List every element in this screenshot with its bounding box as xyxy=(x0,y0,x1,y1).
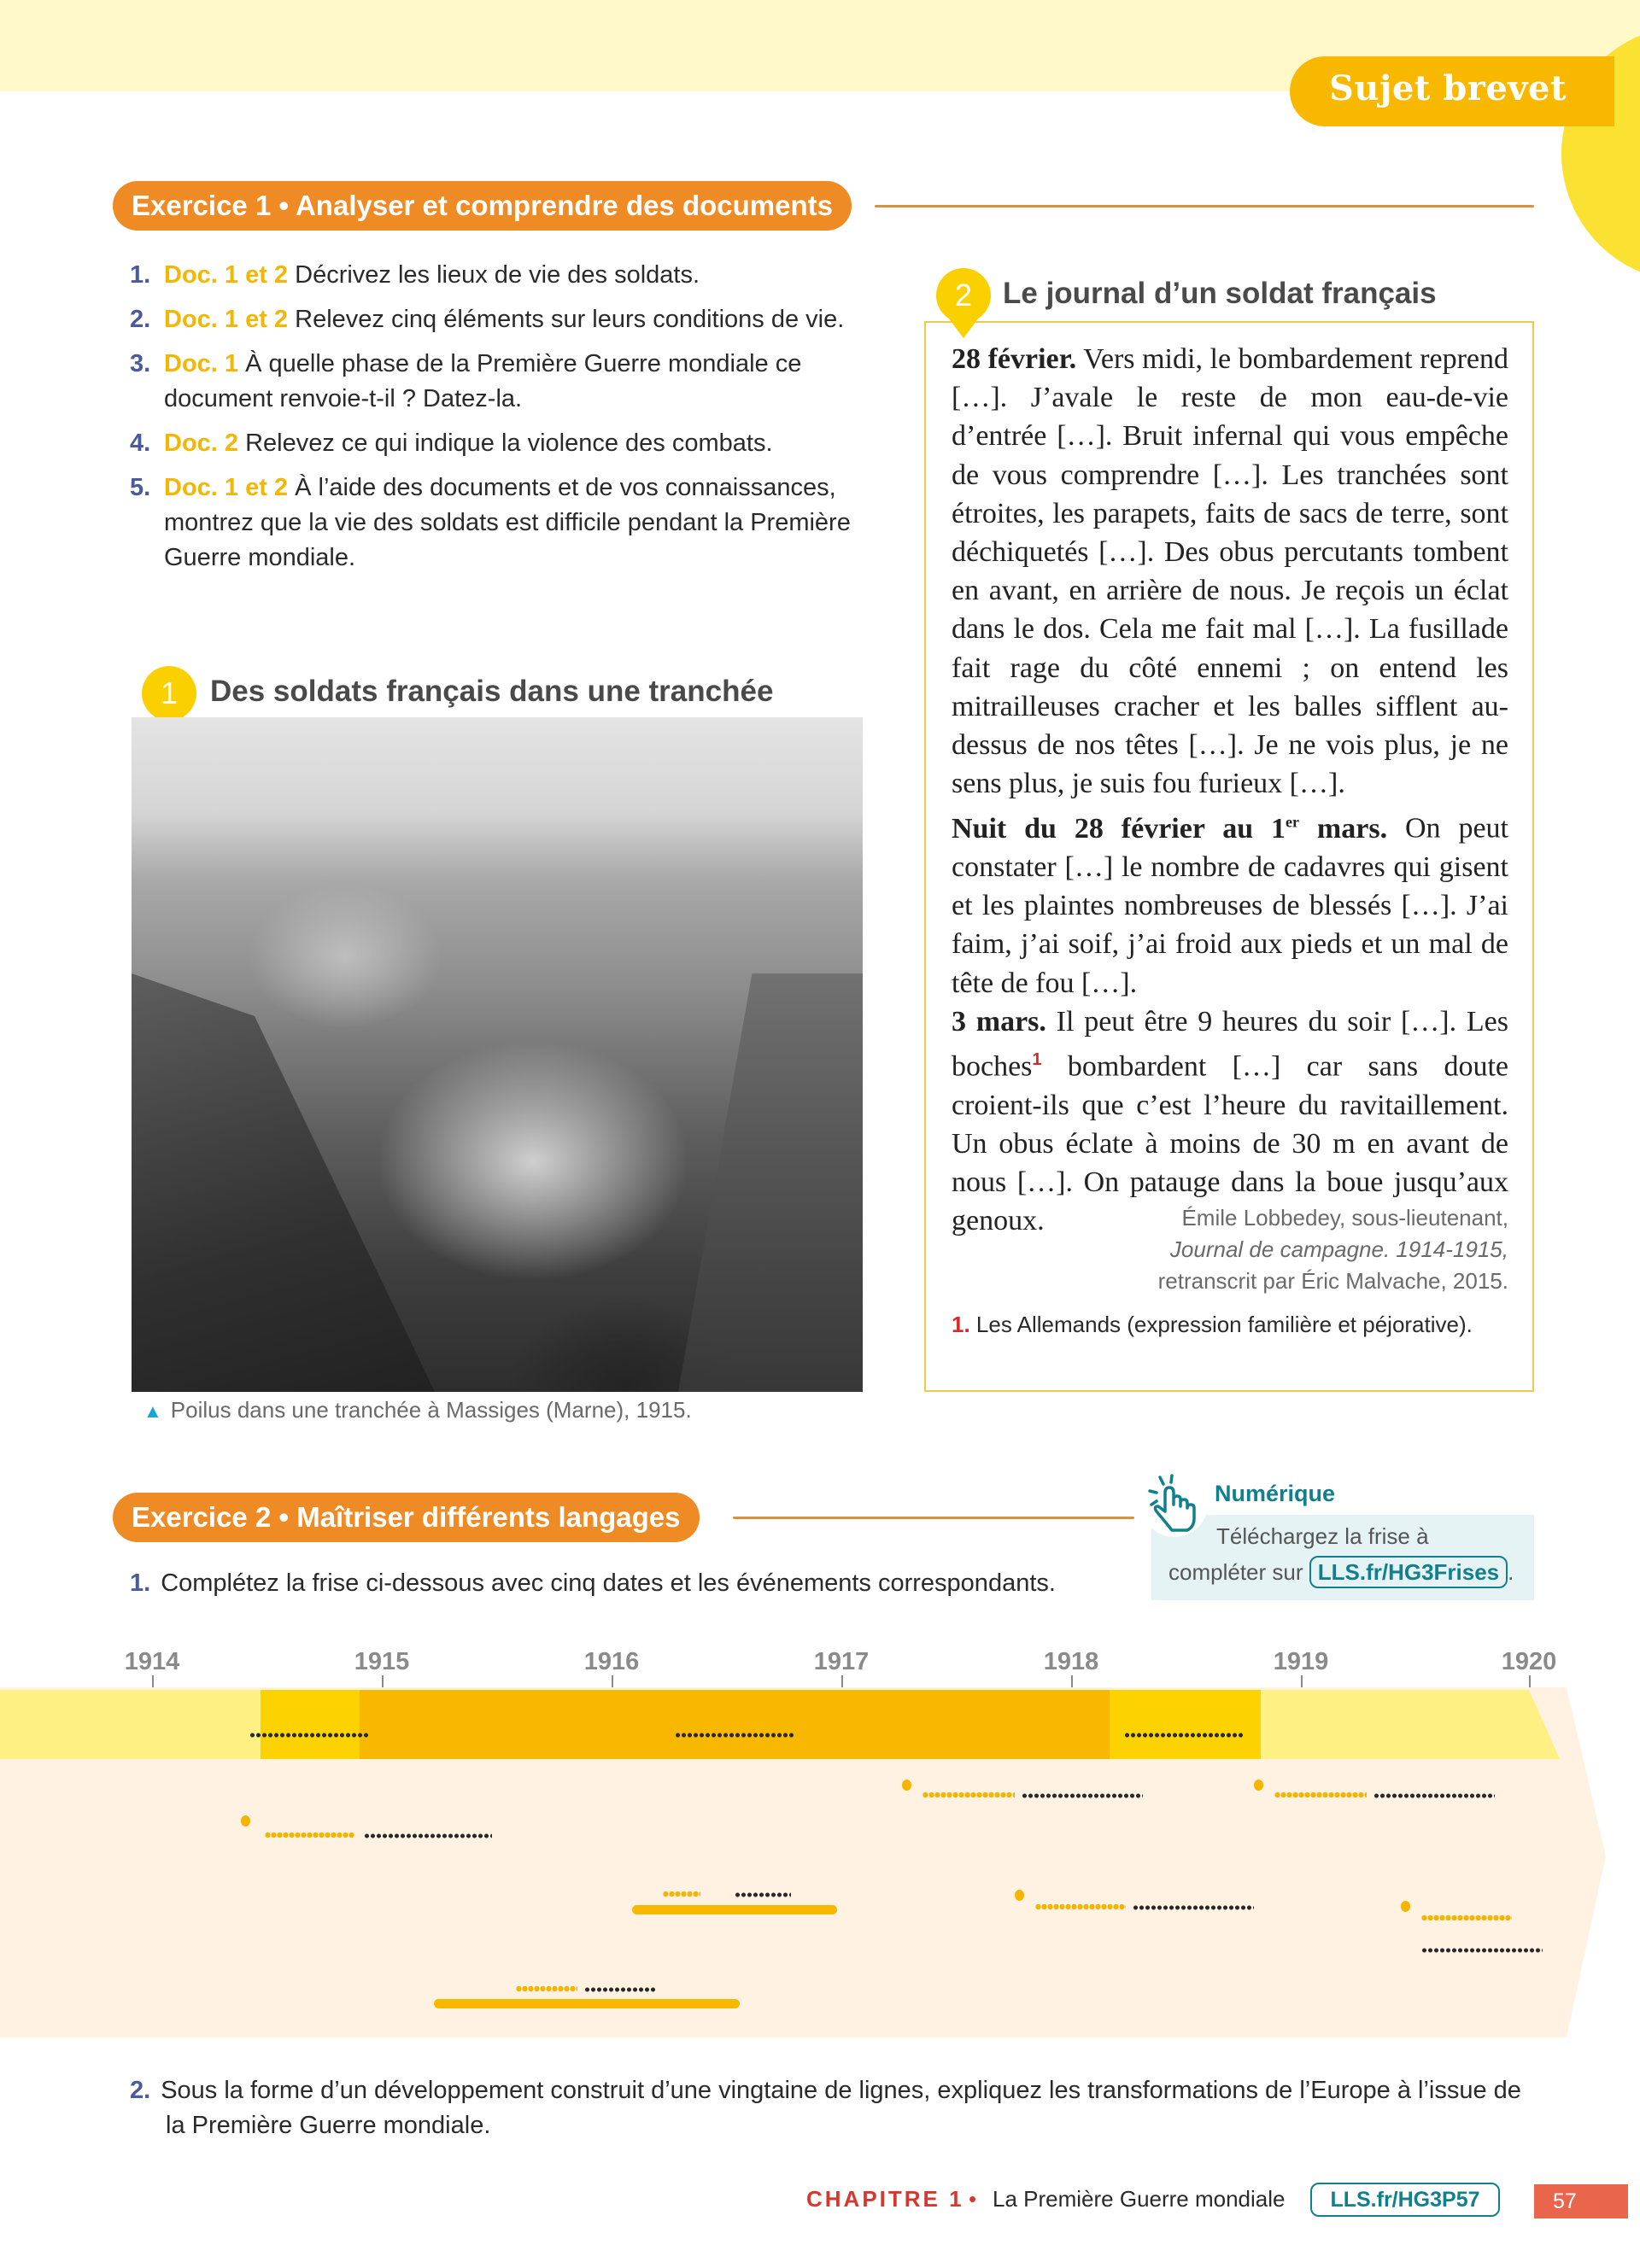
numerique-period: . xyxy=(1508,1559,1514,1585)
question-item xyxy=(130,426,864,461)
journal-text xyxy=(952,340,1508,1240)
entry-date-sup: er xyxy=(1286,813,1300,831)
question-number: 1. xyxy=(130,261,151,289)
blank-event[interactable] xyxy=(1022,1793,1143,1798)
caption-text: Poilus dans une tranchée à Massiges (Marne), 1915. xyxy=(170,1397,692,1423)
timeline-year: 1919 xyxy=(1273,1648,1329,1675)
blank-period-1[interactable] xyxy=(249,1733,369,1738)
blank-event[interactable] xyxy=(1421,1948,1543,1953)
timeline-year: 1920 xyxy=(1501,1648,1557,1675)
footnote-number: 1. xyxy=(952,1312,970,1337)
doc1-badge: 1 xyxy=(142,666,196,721)
timeline-period-postwar xyxy=(1261,1690,1560,1759)
timeline-period-positions xyxy=(360,1690,1110,1759)
entry-text: Il peut être 9 heures du soir […]. Les boches xyxy=(952,1005,1508,1083)
doc-reference: Doc. 1 xyxy=(164,350,239,377)
timeline-tick xyxy=(1071,1675,1073,1687)
question-text: Sous la forme d’un développement construit d’une vingtaine de lignes, expliquez les transformations de l’Europe à l’issue de la Première Guerre mondiale. xyxy=(161,2077,1521,2139)
exercise2-question1 xyxy=(130,1569,1056,1598)
timeline-year: 1916 xyxy=(583,1648,640,1675)
event-marker xyxy=(1015,1890,1024,1901)
blank-period-2[interactable] xyxy=(675,1733,794,1738)
photo-caption xyxy=(144,1397,692,1423)
blank-event[interactable] xyxy=(364,1833,492,1838)
exercise1-questions xyxy=(130,258,864,585)
exercise1-rule xyxy=(875,205,1534,208)
doc-reference: Doc. 2 xyxy=(164,430,239,457)
blank-event[interactable] xyxy=(1133,1905,1254,1910)
journal-source xyxy=(952,1202,1508,1297)
entry-date: 3 mars. xyxy=(952,1005,1046,1038)
entry-text: bombardent […] car sans doute croient-ils que c’est l’heure du ravitaillement. Un obus éclate à moins de 30 m en avant de nous […]. On patauge dans la boue jusqu’aux genoux. xyxy=(952,1050,1508,1237)
blank-date[interactable] xyxy=(922,1792,1015,1798)
question-text: Décrivez les lieux de vie des soldats. xyxy=(295,261,700,289)
timeline-tick xyxy=(841,1675,843,1687)
blank-date[interactable] xyxy=(1421,1914,1512,1921)
source-edition: retranscrit par Éric Malvache, 2015. xyxy=(1157,1268,1508,1294)
question-text: Relevez ce qui indique la violence des combats. xyxy=(245,430,773,457)
question-number: 2. xyxy=(130,2077,151,2104)
timeline-year: 1917 xyxy=(813,1648,870,1675)
question-number: 5. xyxy=(130,474,151,501)
blank-date[interactable] xyxy=(265,1832,354,1838)
exercise2-rule xyxy=(733,1517,1134,1519)
footnote-text: Les Allemands (expression familière et péjorative). xyxy=(975,1312,1473,1337)
hand-click-icon xyxy=(1141,1470,1208,1537)
blank-period-3[interactable] xyxy=(1124,1733,1244,1738)
journal-entry xyxy=(952,803,1508,1002)
timeline-period-movement-1918 xyxy=(1110,1690,1261,1759)
footnote xyxy=(952,1310,1508,1340)
entry-date: 28 février. xyxy=(952,343,1077,375)
footer-title: La Première Guerre mondiale xyxy=(993,2186,1286,2212)
timeline-tick xyxy=(1529,1675,1531,1687)
timeline-tick xyxy=(612,1675,613,1687)
question-item xyxy=(130,347,864,417)
question-number: 1. xyxy=(130,1569,151,1597)
sujet-brevet-label: Sujet brevet xyxy=(1329,68,1567,108)
question-item xyxy=(130,258,864,293)
blank-period-date[interactable] xyxy=(516,1985,577,1992)
entry-text: On peut constater […] le nombre de cadavres qui gisent et les plaintes nombreuses de blessés […]. J’ai faim, j’ai soif, j’ai froid aux pieds et un mal de tête de fou […]. xyxy=(952,812,1509,999)
photo-sandbags xyxy=(678,973,863,1392)
question-text: À l’aide des documents et de vos connaissances, montrez que la vie des soldats est difficile pendant la Première Guerre mondiale. xyxy=(164,474,851,571)
blank-event[interactable] xyxy=(1374,1793,1495,1798)
timeline-tick xyxy=(152,1675,154,1687)
source-title: Journal de campagne. 1914-1915, xyxy=(1169,1236,1508,1262)
timeline-year: 1915 xyxy=(354,1648,410,1675)
blank-date[interactable] xyxy=(1035,1903,1126,1910)
timeline-tick xyxy=(1301,1675,1303,1687)
exercise1-title: Exercice 1 • Analyser et comprendre des documents xyxy=(113,181,852,231)
timeline-year: 1914 xyxy=(124,1648,180,1675)
numerique-line2 xyxy=(1168,1556,1514,1588)
entry-date xyxy=(952,813,1387,845)
journal-entry xyxy=(952,340,1508,803)
sujet-brevet-tab xyxy=(1290,56,1614,126)
timeline-year: 1918 xyxy=(1043,1648,1099,1675)
footer-bullet: • xyxy=(969,2186,977,2212)
numerique-line1: Téléchargez la frise à xyxy=(1216,1523,1429,1549)
footer-page-link[interactable]: LLS.fr/HG3P57 xyxy=(1310,2183,1500,2217)
frises-link[interactable]: LLS.fr/HG3Frises xyxy=(1309,1556,1508,1588)
event-marker xyxy=(1254,1780,1263,1791)
doc1-title: Des soldats français dans une tranchée xyxy=(210,675,774,708)
question-number: 3. xyxy=(130,350,151,377)
question-item xyxy=(130,302,864,337)
entry-date-part: mars. xyxy=(1299,812,1388,845)
period-bar xyxy=(434,1999,740,2008)
doc2-title: Le journal d’un soldat français xyxy=(1003,277,1437,310)
question-text: Complétez la frise ci-dessous avec cinq dates et les événements correspondants. xyxy=(161,1569,1056,1597)
timeline-period-prewar xyxy=(0,1690,261,1759)
triangle-up-icon: ▲ xyxy=(144,1400,162,1422)
numerique-text: compléter sur xyxy=(1168,1559,1303,1585)
doc2-badge: 2 xyxy=(936,268,991,323)
question-item xyxy=(130,471,864,576)
timeline-period-movement xyxy=(261,1690,360,1759)
question-number: 4. xyxy=(130,430,151,457)
entry-text: Vers midi, le bombardement reprend […]. J’avale le reste de mon eau-de-vie d’entrée […]. Bruit infernal qui vous empêche de vous comprendre […]. Les tranchées sont étroites, les parapets, faits de sacs de terre, sont déchiquetés […]. Des obus percutants tombent en avant, en arrière de nous. Je reçois un éclat dans le dos. Cela me fait mal […]. La fusillade fait rage du côté ennemi ; on entend les mitrailleuses cracher et les balles sifflent au-dessus de nos têtes […]. Je ne vois plus, je ne sens plus, je suis fou furieux […]. xyxy=(952,343,1509,800)
photo-trench-shadow xyxy=(132,973,439,1392)
trench-photo xyxy=(132,717,863,1392)
timeline-tick xyxy=(382,1675,384,1687)
doc-reference: Doc. 1 et 2 xyxy=(164,306,289,333)
numerique-title: Numérique xyxy=(1215,1481,1336,1506)
exercise2-title: Exercice 2 • Maîtriser différents langages xyxy=(113,1493,700,1542)
footer-chapter: CHAPITRE 1 xyxy=(806,2186,964,2212)
event-marker xyxy=(1401,1901,1410,1912)
exercise2-question2 xyxy=(130,2073,1539,2143)
blank-date[interactable] xyxy=(1274,1792,1367,1798)
footnote-ref: 1 xyxy=(1032,1049,1042,1069)
page-number: 57 xyxy=(1534,2184,1628,2218)
question-number: 2. xyxy=(130,306,151,333)
doc-reference: Doc. 1 et 2 xyxy=(164,474,289,501)
question-text: À quelle phase de la Première Guerre mondiale ce document renvoie-t-il ? Datez-la. xyxy=(164,350,802,412)
event-marker xyxy=(241,1815,250,1827)
entry-date-part: Nuit du 28 février au 1 xyxy=(952,812,1286,845)
period-bar xyxy=(632,1905,837,1914)
blank-period-event[interactable] xyxy=(735,1892,791,1897)
question-text: Relevez cinq éléments sur leurs conditions de vie. xyxy=(295,306,845,333)
doc-reference: Doc. 1 et 2 xyxy=(164,261,289,289)
blank-period-event[interactable] xyxy=(584,1987,656,1992)
blank-period-date[interactable] xyxy=(663,1891,700,1897)
event-marker xyxy=(902,1780,911,1791)
source-author: Émile Lobbedey, sous-lieutenant, xyxy=(1181,1205,1508,1230)
